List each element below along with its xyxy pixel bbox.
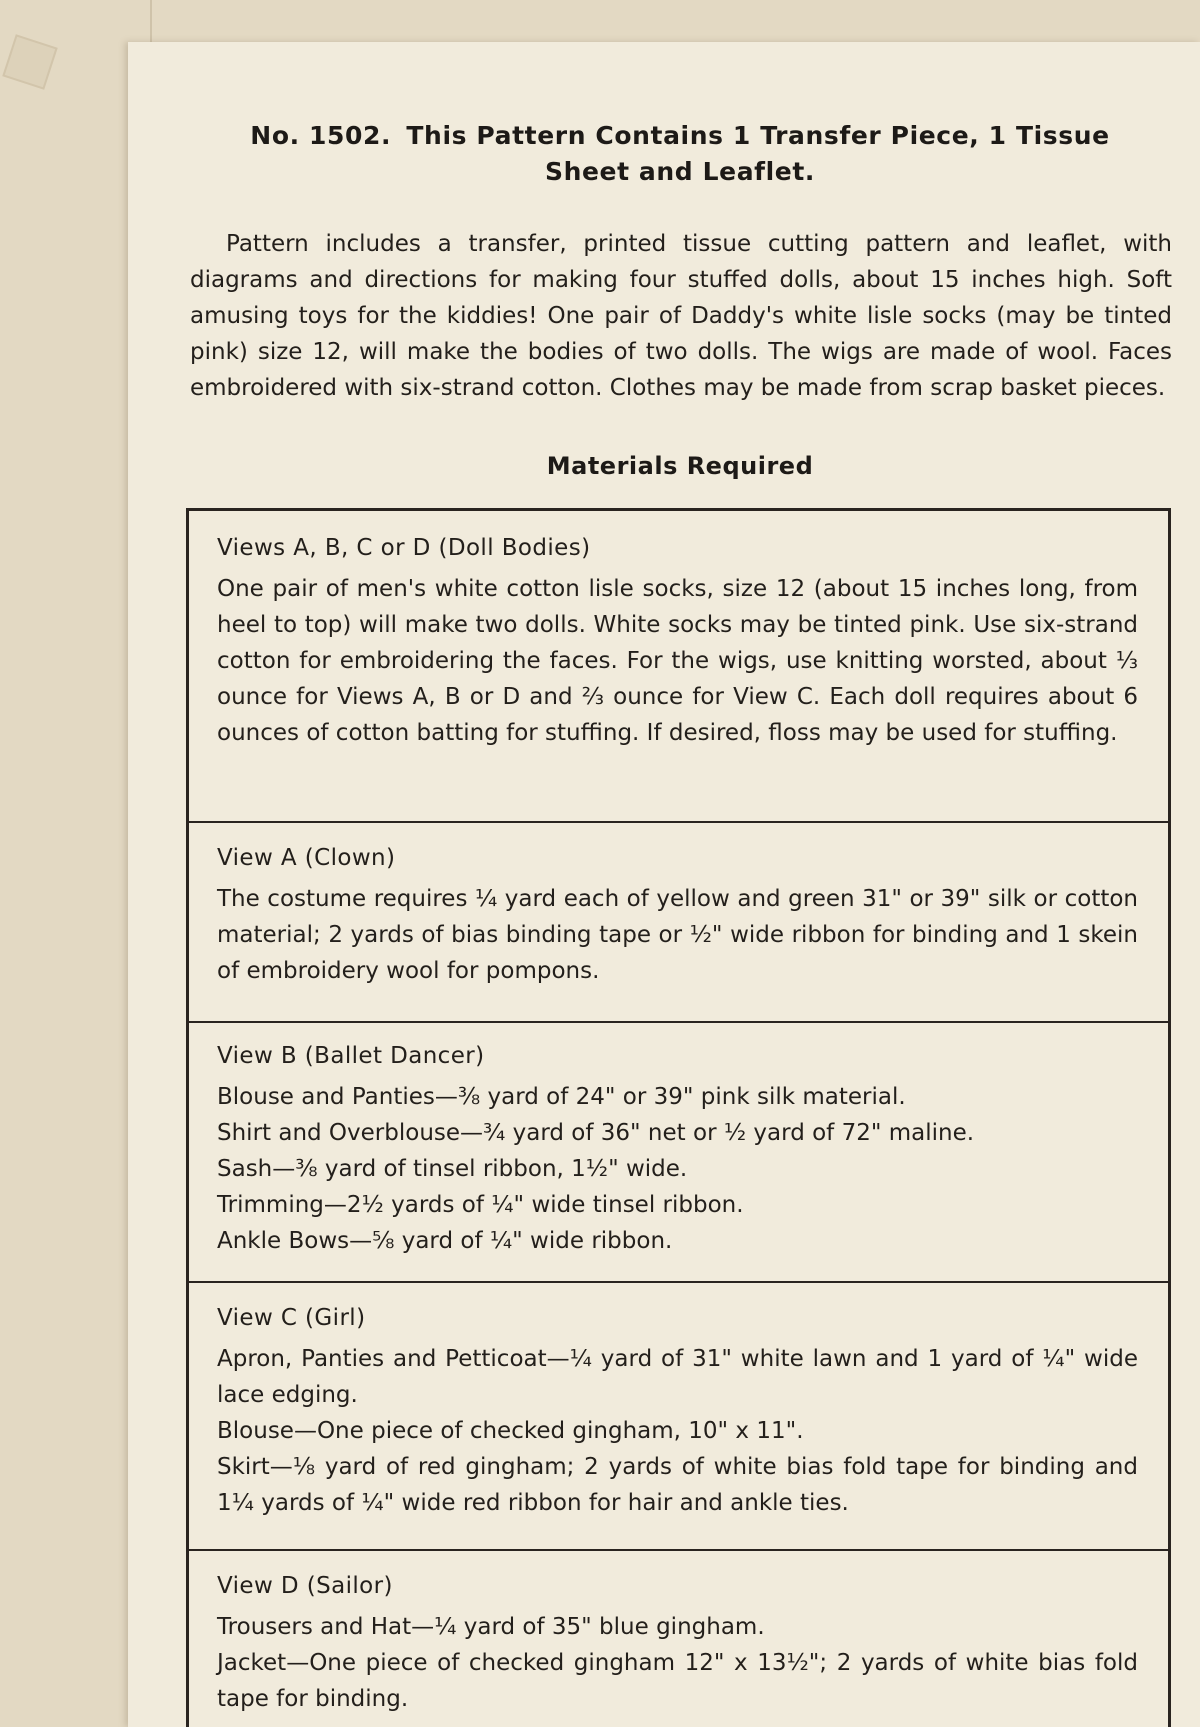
section-view-a [189, 841, 1168, 989]
section-divider [189, 1021, 1168, 1023]
section-body: One pair of men's white cotton lisle socks, size 12 (about 15 inches long, from heel to top) will make two dolls. White socks may be tinted pink. Use six-strand cotton for embroidering the faces. For the wigs, use knitting worsted, about ⅓ ounce for Views A, B or D and ⅔ ounce for View C. Each doll requires about 6 ounces of cotton batting for stuffing. If desired, floss may be used for stuffing. [217, 576, 1138, 746]
materials-box [186, 508, 1171, 1727]
section-view-b [189, 1039, 1168, 1259]
material-line: Trimming—2½ yards of ¼" wide tinsel ribbon. [217, 1192, 744, 1218]
intro-paragraph: Pattern includes a transfer, printed tissue cutting pattern and leaflet, with diagrams and directions for making four stuffed dolls, about 15 inches high. Soft amusing toys for the kiddies! One pair of Daddy's white lisle socks (may be tinted pink) size 12, will make the bodies of two dolls. The wigs are made of wool. Faces embroidered with six-strand cotton. Clothes may be made from scrap basket pieces. [190, 231, 1172, 401]
material-line: Skirt—⅛ yard of red gingham; 2 yards of white bias fold tape for binding and 1¼ yards of ¼" wide red ribbon for hair and ankle ties. [217, 1454, 1138, 1516]
section-body: The costume requires ¼ yard each of yellow and green 31" or 39" silk or cotton material; 2 yards of bias binding tape or ½" wide ribbon for binding and 1 skein of embroidery wool for pompons. [217, 886, 1138, 984]
section-title: View D (Sailor) [217, 1573, 393, 1599]
section-title: View C (Girl) [217, 1305, 366, 1331]
section-title: Views A, B, C or D (Doll Bodies) [217, 535, 591, 561]
section-view-d [189, 1569, 1168, 1717]
section-title: View A (Clown) [217, 845, 396, 871]
paper-top-edge [0, 0, 1200, 46]
section-divider [189, 1549, 1168, 1551]
material-line: Apron, Panties and Petticoat—¼ yard of 31" white lawn and 1 yard of ¼" wide lace edging. [217, 1346, 1138, 1408]
header-line-1: This Pattern Contains 1 Transfer Piece, 1 Tissue [406, 121, 1110, 150]
material-line: Jacket—One piece of checked gingham 12" x 13½"; 2 yards of white bias fold tape for binding. [217, 1650, 1138, 1712]
material-line: Sash—⅜ yard of tinsel ribbon, 1½" wide. [217, 1156, 688, 1182]
materials-title: Materials Required [546, 452, 814, 480]
pattern-number: No. 1502. [250, 121, 392, 150]
material-line: Trousers and Hat—¼ yard of 35" blue gingham. [217, 1614, 765, 1640]
section-divider [189, 1281, 1168, 1283]
section-view-c [189, 1301, 1168, 1521]
material-line: Ankle Bows—⅝ yard of ¼" wide ribbon. [217, 1228, 673, 1254]
material-line: Blouse and Panties—⅜ yard of 24" or 39" pink silk material. [217, 1084, 906, 1110]
section-divider [189, 821, 1168, 823]
section-title: View B (Ballet Dancer) [217, 1043, 485, 1069]
header-line-2: Sheet and Leaflet. [544, 157, 816, 186]
section-doll-bodies [189, 531, 1168, 751]
material-line: Blouse—One piece of checked gingham, 10" x 11". [217, 1418, 804, 1444]
pattern-header [200, 118, 1160, 190]
material-line: Shirt and Overblouse—¾ yard of 36" net or ½ yard of 72" maline. [217, 1120, 975, 1146]
